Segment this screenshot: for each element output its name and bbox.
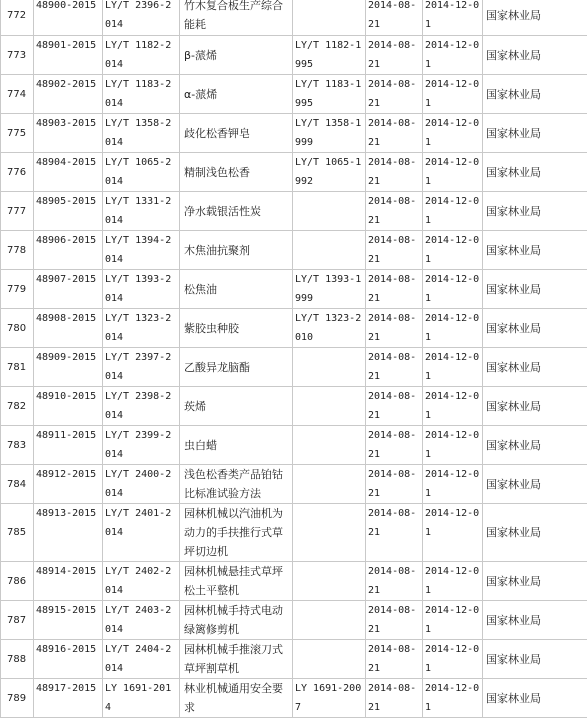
standard-number-cell: 48913-2015	[34, 504, 103, 562]
replaced-standard-cell	[293, 231, 366, 270]
standard-code-cell: LY/T 2402-2014	[103, 562, 180, 601]
department-cell: 国家林业局	[483, 640, 587, 679]
standard-name-cell: α-蒎烯	[180, 75, 293, 114]
effective-date-cell: 2014-12-01	[423, 504, 483, 562]
standard-number-cell: 48907-2015	[34, 270, 103, 309]
replaced-standard-cell: LY 1691-2007	[293, 679, 366, 718]
effective-date-cell: 2014-12-01	[423, 601, 483, 640]
standard-code-cell: LY/T 2403-2014	[103, 601, 180, 640]
seq-cell: 780	[1, 309, 34, 348]
standard-code-cell: LY/T 1065-2014	[103, 153, 180, 192]
table-row	[1, 309, 587, 348]
table-row	[1, 114, 587, 153]
standard-code-cell: LY/T 1331-2014	[103, 192, 180, 231]
standard-number-cell: 48915-2015	[34, 601, 103, 640]
standard-name-cell: 精制浅色松香	[180, 153, 293, 192]
effective-date-cell: 2014-12-01	[423, 309, 483, 348]
department-cell: 国家林业局	[483, 36, 587, 75]
effective-date-cell: 2014-12-01	[423, 562, 483, 601]
seq-cell: 773	[1, 36, 34, 75]
standard-name-cell: 园林机械悬挂式草坪松土平整机	[180, 562, 293, 601]
seq-cell: 788	[1, 640, 34, 679]
issue-date-cell: 2014-08-21	[366, 679, 423, 718]
standard-name-cell: 园林机械手推滚刀式草坪割草机	[180, 640, 293, 679]
issue-date-cell: 2014-08-21	[366, 387, 423, 426]
standard-name-cell: 园林机械以汽油机为动力的手扶推行式草坪切边机	[180, 504, 293, 562]
table-row	[1, 231, 587, 270]
effective-date-cell: 2014-12-01	[423, 231, 483, 270]
standard-number-cell: 48914-2015	[34, 562, 103, 601]
table-row	[1, 75, 587, 114]
standard-code-cell: LY/T 1183-2014	[103, 75, 180, 114]
department-cell: 国家林业局	[483, 426, 587, 465]
standard-number-cell: 48916-2015	[34, 640, 103, 679]
standard-code-cell: LY/T 1323-2014	[103, 309, 180, 348]
seq-cell: 785	[1, 504, 34, 562]
replaced-standard-cell	[293, 465, 366, 504]
standard-name-cell: 松焦油	[180, 270, 293, 309]
standard-number-cell: 48909-2015	[34, 348, 103, 387]
issue-date-cell: 2014-08-21	[366, 75, 423, 114]
table-row	[1, 504, 587, 562]
replaced-standard-cell	[293, 348, 366, 387]
standard-number-cell: 48912-2015	[34, 465, 103, 504]
issue-date-cell: 2014-08-21	[366, 426, 423, 465]
standard-code-cell: LY/T 1394-2014	[103, 231, 180, 270]
issue-date-cell: 2014-08-21	[366, 36, 423, 75]
table-row	[1, 562, 587, 601]
replaced-standard-cell: LY/T 1183-1995	[293, 75, 366, 114]
department-cell: 国家林业局	[483, 75, 587, 114]
department-cell: 国家林业局	[483, 153, 587, 192]
seq-cell: 772	[1, 0, 34, 36]
table-row	[1, 270, 587, 309]
effective-date-cell: 2014-12-01	[423, 0, 483, 36]
table-row	[1, 36, 587, 75]
replaced-standard-cell: LY/T 1393-1999	[293, 270, 366, 309]
table-row	[1, 0, 587, 36]
standard-number-cell: 48905-2015	[34, 192, 103, 231]
replaced-standard-cell	[293, 192, 366, 231]
seq-cell: 787	[1, 601, 34, 640]
standard-name-cell: 园林机械手持式电动绿篱修剪机	[180, 601, 293, 640]
seq-cell: 786	[1, 562, 34, 601]
standard-name-cell: β-蒎烯	[180, 36, 293, 75]
issue-date-cell: 2014-08-21	[366, 562, 423, 601]
issue-date-cell: 2014-08-21	[366, 114, 423, 153]
table-row	[1, 153, 587, 192]
issue-date-cell: 2014-08-21	[366, 309, 423, 348]
issue-date-cell: 2014-08-21	[366, 504, 423, 562]
department-cell: 国家林业局	[483, 231, 587, 270]
replaced-standard-cell	[293, 426, 366, 465]
standard-name-cell: 木焦油抗聚剂	[180, 231, 293, 270]
standard-number-cell: 48911-2015	[34, 426, 103, 465]
effective-date-cell: 2014-12-01	[423, 36, 483, 75]
table-row	[1, 679, 587, 718]
table-row	[1, 601, 587, 640]
seq-cell: 776	[1, 153, 34, 192]
department-cell: 国家林业局	[483, 270, 587, 309]
standard-name-cell: 乙酸异龙脑酯	[180, 348, 293, 387]
effective-date-cell: 2014-12-01	[423, 153, 483, 192]
standard-code-cell: LY/T 2398-2014	[103, 387, 180, 426]
seq-cell: 783	[1, 426, 34, 465]
standard-name-cell: 歧化松香钾皂	[180, 114, 293, 153]
table-row	[1, 640, 587, 679]
seq-cell: 782	[1, 387, 34, 426]
seq-cell: 777	[1, 192, 34, 231]
effective-date-cell: 2014-12-01	[423, 640, 483, 679]
department-cell: 国家林业局	[483, 309, 587, 348]
department-cell: 国家林业局	[483, 465, 587, 504]
standard-number-cell: 48903-2015	[34, 114, 103, 153]
issue-date-cell: 2014-08-21	[366, 601, 423, 640]
standard-code-cell: LY/T 2400-2014	[103, 465, 180, 504]
replaced-standard-cell: LY/T 1323-2010	[293, 309, 366, 348]
issue-date-cell: 2014-08-21	[366, 0, 423, 36]
table-row	[1, 192, 587, 231]
effective-date-cell: 2014-12-01	[423, 348, 483, 387]
effective-date-cell: 2014-12-01	[423, 192, 483, 231]
replaced-standard-cell	[293, 504, 366, 562]
issue-date-cell: 2014-08-21	[366, 231, 423, 270]
replaced-standard-cell: LY/T 1065-1992	[293, 153, 366, 192]
table-row	[1, 465, 587, 504]
department-cell: 国家林业局	[483, 348, 587, 387]
seq-cell: 789	[1, 679, 34, 718]
department-cell: 国家林业局	[483, 562, 587, 601]
issue-date-cell: 2014-08-21	[366, 153, 423, 192]
standard-number-cell: 48900-2015	[34, 0, 103, 36]
table-row	[1, 348, 587, 387]
standard-code-cell: LY/T 2399-2014	[103, 426, 180, 465]
department-cell: 国家林业局	[483, 387, 587, 426]
standard-code-cell: LY/T 1182-2014	[103, 36, 180, 75]
standard-code-cell: LY/T 2397-2014	[103, 348, 180, 387]
standard-code-cell: LY/T 2396-2014	[103, 0, 180, 36]
effective-date-cell: 2014-12-01	[423, 465, 483, 504]
issue-date-cell: 2014-08-21	[366, 192, 423, 231]
standard-code-cell: LY/T 1358-2014	[103, 114, 180, 153]
seq-cell: 779	[1, 270, 34, 309]
replaced-standard-cell	[293, 387, 366, 426]
seq-cell: 775	[1, 114, 34, 153]
department-cell: 国家林业局	[483, 504, 587, 562]
effective-date-cell: 2014-12-01	[423, 75, 483, 114]
issue-date-cell: 2014-08-21	[366, 640, 423, 679]
effective-date-cell: 2014-12-01	[423, 387, 483, 426]
replaced-standard-cell: LY/T 1182-1995	[293, 36, 366, 75]
table-row	[1, 387, 587, 426]
standard-name-cell: 净水载银活性炭	[180, 192, 293, 231]
seq-cell: 784	[1, 465, 34, 504]
standard-code-cell: LY/T 2404-2014	[103, 640, 180, 679]
standard-number-cell: 48901-2015	[34, 36, 103, 75]
replaced-standard-cell	[293, 601, 366, 640]
replaced-standard-cell	[293, 640, 366, 679]
effective-date-cell: 2014-12-01	[423, 426, 483, 465]
effective-date-cell: 2014-12-01	[423, 270, 483, 309]
effective-date-cell: 2014-12-01	[423, 679, 483, 718]
department-cell: 国家林业局	[483, 601, 587, 640]
table-body	[1, 0, 587, 718]
department-cell: 国家林业局	[483, 679, 587, 718]
standard-name-cell: 虫白蜡	[180, 426, 293, 465]
seq-cell: 781	[1, 348, 34, 387]
standard-number-cell: 48908-2015	[34, 309, 103, 348]
standard-number-cell: 48904-2015	[34, 153, 103, 192]
seq-cell: 774	[1, 75, 34, 114]
replaced-standard-cell	[293, 562, 366, 601]
standard-number-cell: 48910-2015	[34, 387, 103, 426]
standard-name-cell: 莰烯	[180, 387, 293, 426]
seq-cell: 778	[1, 231, 34, 270]
standard-number-cell: 48902-2015	[34, 75, 103, 114]
standard-number-cell: 48906-2015	[34, 231, 103, 270]
department-cell: 国家林业局	[483, 192, 587, 231]
replaced-standard-cell: LY/T 1358-1999	[293, 114, 366, 153]
standard-code-cell: LY/T 1393-2014	[103, 270, 180, 309]
standard-name-cell: 紫胶虫种胶	[180, 309, 293, 348]
standard-name-cell: 竹木复合板生产综合能耗	[180, 0, 293, 36]
standard-name-cell: 林业机械通用安全要求	[180, 679, 293, 718]
issue-date-cell: 2014-08-21	[366, 270, 423, 309]
department-cell: 国家林业局	[483, 114, 587, 153]
table-row	[1, 426, 587, 465]
standard-code-cell: LY 1691-2014	[103, 679, 180, 718]
replaced-standard-cell	[293, 0, 366, 36]
department-cell: 国家林业局	[483, 0, 587, 36]
effective-date-cell: 2014-12-01	[423, 114, 483, 153]
issue-date-cell: 2014-08-21	[366, 348, 423, 387]
standard-code-cell: LY/T 2401-2014	[103, 504, 180, 562]
issue-date-cell: 2014-08-21	[366, 465, 423, 504]
standard-name-cell: 浅色松香类产品铂钴比标准试验方法	[180, 465, 293, 504]
standard-number-cell: 48917-2015	[34, 679, 103, 718]
